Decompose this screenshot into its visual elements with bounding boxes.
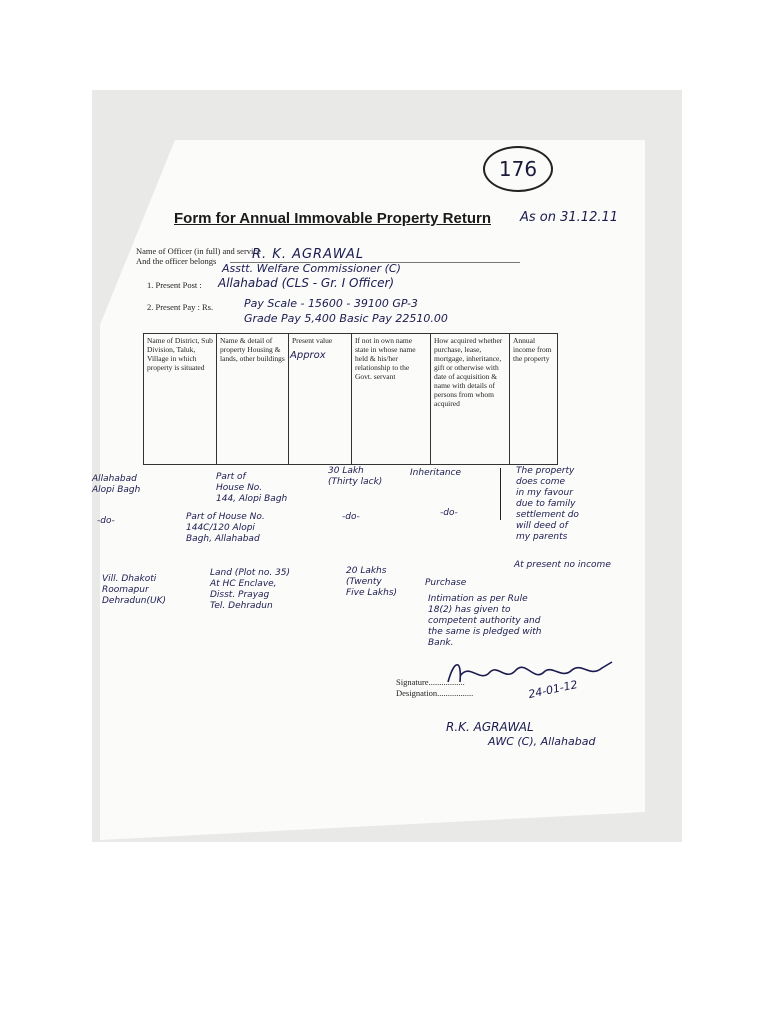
row1-acquired: Inheritance xyxy=(410,468,462,478)
row2-district: -do- xyxy=(97,516,115,526)
pay-value-2: Grade Pay 5,400 Basic Pay 22510.00 xyxy=(244,312,448,325)
row1-district: Allahabad Alopi Bagh xyxy=(92,474,141,495)
row2-property: Part of House No. 144C/120 Alopi Bagh, Allahabad xyxy=(186,512,265,544)
signatory-name: R.K. AGRAWAL xyxy=(446,720,534,734)
header-present-value: Present value xyxy=(289,334,352,465)
date-note: As on 31.12.11 xyxy=(520,210,619,225)
header-acquired: How acquired whether purchase, lease, mortgage, inheritance, gift or otherwise with date of acquisition & name with details of persons from whom acquired xyxy=(431,334,510,465)
form-title: Form for Annual Immovable Property Return xyxy=(174,210,491,227)
signature-date: 24-01-12 xyxy=(527,677,579,702)
row3-value: 20 Lakhs (Twenty Five Lakhs) xyxy=(346,566,398,598)
row1-value: 30 Lakh (Thirty lack) xyxy=(328,466,383,487)
officer-name-value: R. K. AGRAWAL xyxy=(252,247,365,262)
property-table xyxy=(143,333,558,465)
row3-income: At present no income xyxy=(514,560,611,570)
row2-owner: -do- xyxy=(342,512,360,522)
row2-acquired: -do- xyxy=(440,508,458,518)
row3-district: Vill. Dhakoti Roomapur Dehradun(UK) xyxy=(102,574,167,606)
row3-property: Land (Plot no. 35) At HC Enclave, Disst. Prayag Tel. Dehradun xyxy=(210,568,291,611)
post-value-1: Asstt. Welfare Commissioner (C) xyxy=(222,262,401,275)
officer-name-label-2: And the officer belongs xyxy=(136,256,217,266)
header-district: Name of District, Sub Division, Taluk, Village in which property is situated xyxy=(144,334,217,465)
designation-label: Designation................. xyxy=(396,688,474,698)
signature-label: Signature................. xyxy=(396,677,465,687)
signatory-designation: AWC (C), Allahabad xyxy=(488,735,596,748)
header-owner: If not in own name state in whose name held & his/her relationship to the Govt. servant xyxy=(352,334,431,465)
page-number: 176 xyxy=(483,146,553,192)
post-value-2: Allahabad (CLS - Gr. I Officer) xyxy=(218,276,395,290)
present-value-note: Approx xyxy=(290,350,326,361)
row1-property: Part of House No. 144, Alopi Bagh xyxy=(216,472,288,504)
row3-owner: Purchase xyxy=(425,578,467,588)
post-label: 1. Present Post : xyxy=(147,280,202,290)
bracket-line xyxy=(500,468,501,520)
officer-name-label-1: Name of Officer (in full) and service xyxy=(136,246,261,256)
row3-note: Intimation as per Rule 18(2) has given to competent authority and the same is pledged with Bank. xyxy=(428,594,542,648)
income-note: The property does come in my favour due to family settlement do will deed of my parents xyxy=(516,466,579,542)
header-property: Name & detail of property Housing & lands, other buildings xyxy=(217,334,289,465)
header-income: Annual income from the property xyxy=(510,334,558,465)
pay-label: 2. Present Pay : Rs. xyxy=(147,302,214,312)
pay-value-1: Pay Scale - 15600 - 39100 GP-3 xyxy=(244,297,418,310)
